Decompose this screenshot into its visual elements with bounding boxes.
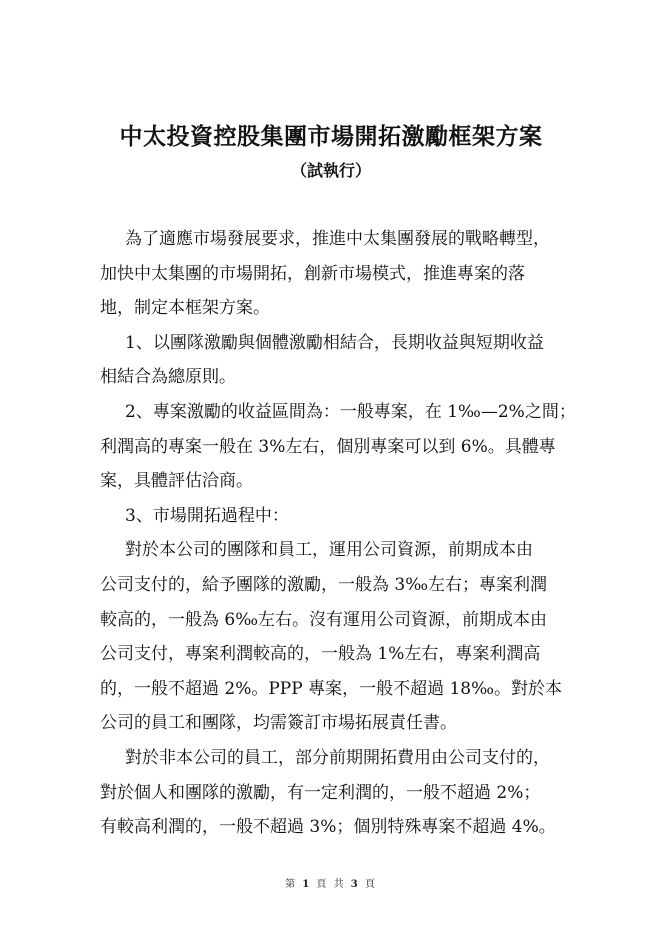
- current-page-number: 1: [302, 879, 312, 890]
- text-line: 公司支付，專案利潤較高的，一般為 1%左右，專案利潤高: [100, 644, 541, 665]
- text-line: 對於本公司的團隊和員工，運用公司資源，前期成本由: [125, 540, 533, 561]
- text-line: 加快中太集團的市場開拓，創新市場模式，推進專案的落: [100, 263, 525, 284]
- text-line: 較高的，一般為 6‰左右。沒有運用公司資源，前期成本由: [100, 609, 548, 630]
- page-footer: [0, 875, 662, 890]
- text-line: 有較高利潤的，一般不超過 3%；個別特殊專案不超過 4%。: [100, 817, 556, 838]
- text-line: 地，制定本框架方案。: [100, 298, 270, 319]
- paragraph-external-staff: [100, 741, 578, 845]
- paragraph-incentive-range: [100, 395, 578, 499]
- text-line: 相結合為總原則。: [100, 367, 236, 388]
- text-line: 對於個人和團隊的激勵，有一定利潤的，一般不超過 2%；: [100, 782, 541, 803]
- text-line: 公司支付的，給予團隊的激勵，一般為 3‰左右；專案利潤: [100, 574, 548, 595]
- page-label-suffix: 頁: [364, 879, 377, 890]
- document-subtitle: （試執行）: [290, 161, 371, 180]
- total-pages-number: 3: [350, 879, 360, 890]
- text-line: 利潤高的專案一般在 3%左右，個別專案可以到 6%。具體專: [100, 436, 556, 457]
- paragraph-internal-staff: [100, 533, 578, 741]
- page-label-prefix: 第: [285, 879, 298, 890]
- text-line: 1、以團隊激勵與個體激勵相結合，長期收益與短期收益: [125, 332, 544, 353]
- document-title: 中太投資控股集團市場開拓激勵框架方案: [119, 123, 543, 150]
- text-line: 公司的員工和團隊，均需簽訂市場拓展責任書。: [100, 713, 457, 734]
- paragraph-intro: [100, 222, 578, 326]
- text-line: 3、市場開拓過程中：: [125, 505, 289, 526]
- paragraph-market-process: [100, 499, 578, 534]
- paragraph-principle: [100, 326, 578, 395]
- text-line: 案，具體評估洽商。: [100, 471, 253, 492]
- document-body: [100, 222, 578, 845]
- text-line: 的，一般不超過 2%。PPP 專案，一般不超過 18‰。對於本: [100, 678, 562, 699]
- text-line: 為了適應市場發展要求，推進中太集團發展的戰略轉型，: [125, 229, 550, 249]
- page-label-mid: 頁 共: [316, 879, 346, 890]
- text-line: 2、專案激勵的收益區間為：一般專案，在 1‰—2%之間；: [125, 401, 576, 422]
- text-line: 對於非本公司的員工，部分前期開拓費用由公司支付的，: [125, 747, 550, 768]
